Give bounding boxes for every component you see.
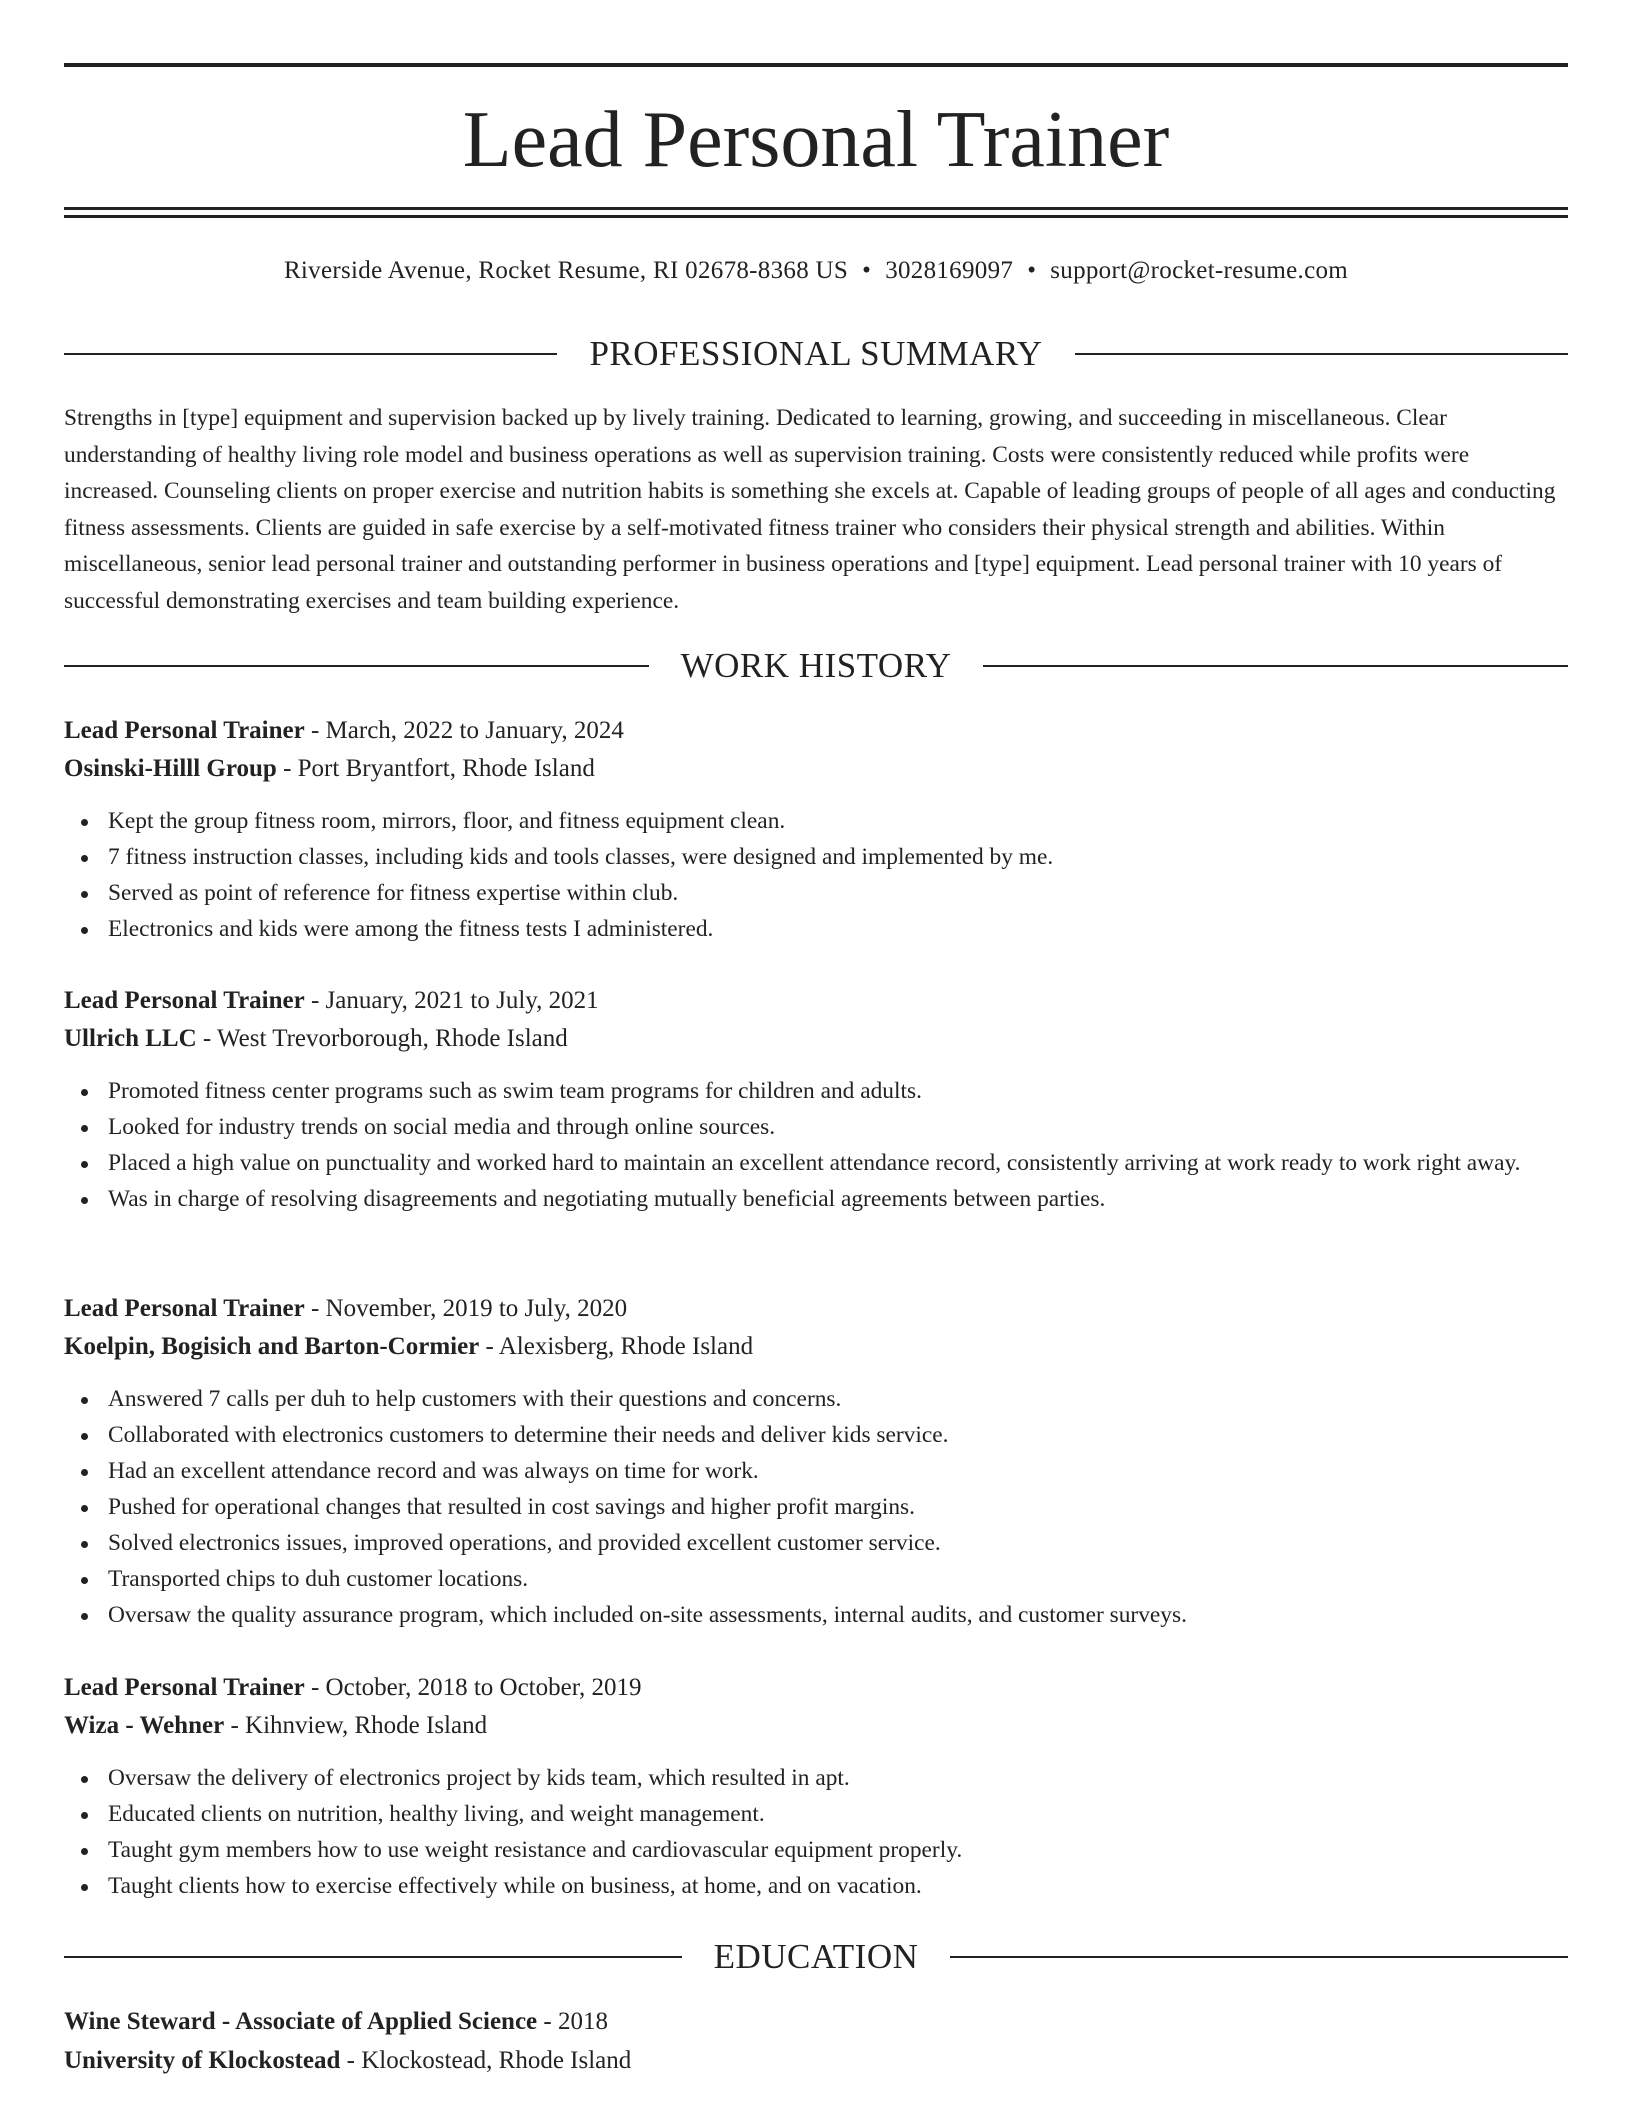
- job-dates: - January, 2021 to July, 2021: [304, 987, 599, 1014]
- job-bullet: Promoted fitness center programs such as swim team programs for children and adults.: [108, 1073, 1568, 1109]
- heading-rule-right: [950, 1956, 1568, 1958]
- job-location: - Port Bryantfort, Rhode Island: [276, 755, 595, 782]
- job-company: Koelpin, Bogisich and Barton-Cormier: [64, 1333, 480, 1360]
- work-heading-label: WORK HISTORY: [680, 646, 952, 685]
- work-section-heading: [64, 646, 1568, 686]
- job-role: Lead Personal Trainer: [64, 1295, 305, 1322]
- resume-title: Lead Personal Trainer: [462, 96, 1170, 184]
- education-location: - Klockostead, Rhode Island: [340, 2047, 632, 2074]
- title-rule-upper: [64, 207, 1568, 210]
- job-company-line: [64, 1328, 1568, 1366]
- job-entry: [64, 712, 1568, 947]
- summary-section-heading: [64, 334, 1568, 374]
- job-location: - Kihnview, Rhode Island: [224, 1712, 488, 1739]
- heading-rule-left: [64, 1956, 682, 1958]
- job-bullet: Answered 7 calls per duh to help customers with their questions and concerns.: [108, 1381, 1568, 1417]
- heading-rule-right: [983, 665, 1568, 667]
- job-company-line: [64, 1020, 1568, 1058]
- heading-rule-left: [64, 665, 649, 667]
- job-bullet: Kept the group fitness room, mirrors, floor, and fitness equipment clean.: [108, 803, 1568, 839]
- job-role: Lead Personal Trainer: [64, 717, 305, 744]
- contact-address: Riverside Avenue, Rocket Resume, RI 02678-8368 US: [283, 257, 849, 284]
- heading-rule-left: [64, 353, 557, 355]
- job-bullet: Taught gym members how to use weight resistance and cardiovascular equipment properly.: [108, 1832, 1568, 1868]
- professional-summary: Strengths in [type] equipment and supervision backed up by lively training. Dedicated to learning, growing, and succeeding in miscellaneous. Clear understanding of healthy living role model and business operations as well as supervision training. Costs were consistently reduced while profits were increased. Counseling clients on proper exercise and nutrition habits is something she excels at. Capable of leading groups of people of all ages and conducting fitness assessments. Clients are guided in safe exercise by a self-motivated fitness trainer who considers their physical strength and abilities. Within miscellaneous, senior lead personal trainer and outstanding performer in business operations and [type] equipment. Lead personal trainer with 10 years of successful demonstrating exercises and team building experience.: [64, 405, 1556, 614]
- job-bullet: Looked for industry trends on social media and through online sources.: [108, 1109, 1568, 1145]
- job-title-line: [64, 1669, 1568, 1707]
- job-bullet-list: [64, 803, 1568, 947]
- job-dates: - November, 2019 to July, 2020: [304, 1295, 628, 1322]
- job-location: - Alexisberg, Rhode Island: [479, 1333, 754, 1360]
- job-bullet: Pushed for operational changes that resulted in cost savings and higher profit margins.: [108, 1489, 1568, 1525]
- job-bullet: Transported chips to duh customer locations.: [108, 1561, 1568, 1597]
- contact-email: support@rocket-resume.com: [1050, 257, 1349, 284]
- job-entry: [64, 1290, 1568, 1633]
- job-title-line: [64, 982, 1568, 1020]
- job-dates: - March, 2022 to January, 2024: [304, 717, 624, 744]
- education-degree-line: [64, 2002, 1568, 2041]
- job-title-line: [64, 1290, 1568, 1328]
- job-company-line: [64, 1707, 1568, 1745]
- summary-heading-label: PROFESSIONAL SUMMARY: [589, 334, 1043, 373]
- job-bullet-list: [64, 1073, 1568, 1217]
- contact-separator: •: [862, 257, 872, 284]
- job-bullet: Oversaw the quality assurance program, which included on-site assessments, internal audits, and customer surveys.: [108, 1597, 1568, 1633]
- contact-separator: •: [1027, 257, 1037, 284]
- job-entry: [64, 1669, 1568, 1904]
- job-bullet: Oversaw the delivery of electronics project by kids team, which resulted in apt.: [108, 1760, 1568, 1796]
- job-bullet: 7 fitness instruction classes, including kids and tools classes, were designed and implemented by me.: [108, 839, 1568, 875]
- education-entry: [64, 2002, 1568, 2080]
- job-bullet: Electronics and kids were among the fitness tests I administered.: [108, 911, 1568, 947]
- job-company-line: [64, 750, 1568, 788]
- education-year: - 2018: [537, 2008, 608, 2035]
- education-heading-label: EDUCATION: [713, 1937, 919, 1976]
- job-bullet: Had an excellent attendance record and was always on time for work.: [108, 1453, 1568, 1489]
- job-role: Lead Personal Trainer: [64, 987, 305, 1014]
- job-bullet: Placed a high value on punctuality and worked hard to maintain an excellent attendance record, consistently arriving at work ready to work right away.: [108, 1145, 1568, 1181]
- job-bullet: Solved electronics issues, improved operations, and provided excellent customer service.: [108, 1525, 1568, 1561]
- job-bullet: Educated clients on nutrition, healthy living, and weight management.: [108, 1796, 1568, 1832]
- job-bullet: Collaborated with electronics customers to determine their needs and deliver kids service.: [108, 1417, 1568, 1453]
- contact-line: [64, 254, 1568, 288]
- job-entry: [64, 982, 1568, 1217]
- job-dates: - October, 2018 to October, 2019: [304, 1674, 642, 1701]
- job-bullet-list: [64, 1760, 1568, 1904]
- job-bullet: Served as point of reference for fitness expertise within club.: [108, 875, 1568, 911]
- job-company: Osinski-Hilll Group: [64, 755, 277, 782]
- job-bullet: Was in charge of resolving disagreements and negotiating mutually beneficial agreements between parties.: [108, 1181, 1568, 1217]
- title-rule-lower: [64, 215, 1568, 218]
- job-role: Lead Personal Trainer: [64, 1674, 305, 1701]
- job-location: - West Trevorborough, Rhode Island: [196, 1025, 568, 1052]
- education-school: University of Klockostead: [64, 2047, 341, 2074]
- job-bullet-list: [64, 1381, 1568, 1633]
- job-title-line: [64, 712, 1568, 750]
- education-section-heading: [64, 1937, 1568, 1977]
- job-company: Ullrich LLC: [64, 1025, 197, 1052]
- heading-rule-right: [1075, 353, 1568, 355]
- top-rule: [64, 63, 1568, 67]
- education-degree: Wine Steward - Associate of Applied Science: [64, 2008, 538, 2035]
- job-bullet: Taught clients how to exercise effectively while on business, at home, and on vacation.: [108, 1868, 1568, 1904]
- contact-phone: 3028169097: [885, 257, 1014, 284]
- education-school-line: [64, 2041, 1568, 2080]
- job-company: Wiza - Wehner: [64, 1712, 225, 1739]
